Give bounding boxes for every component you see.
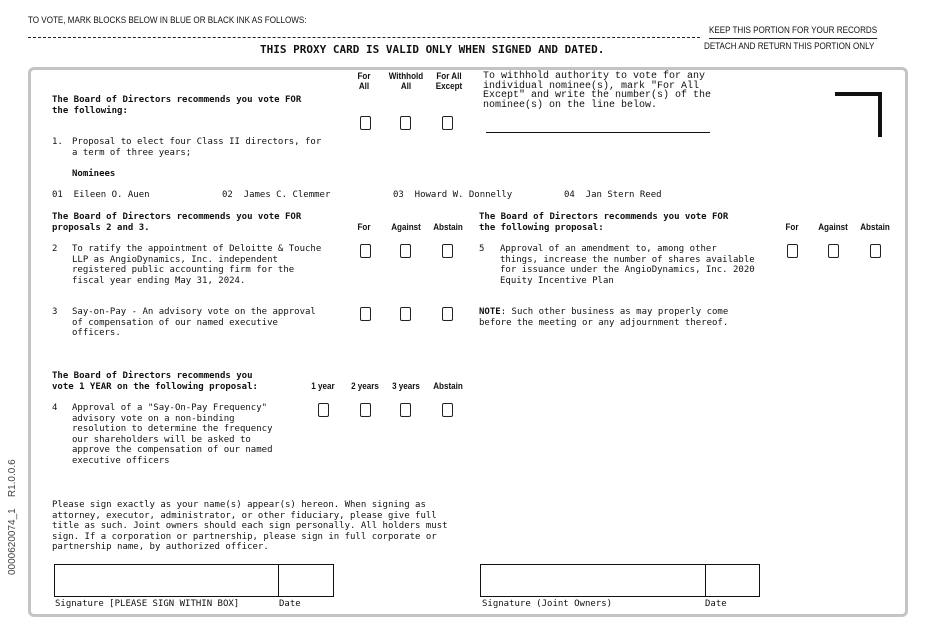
nominee-02: 02 James C. Clemmer xyxy=(222,190,331,200)
signing-instructions: Please sign exactly as your name(s) appear(s) hereon. When signing as attorney, executor, administrator, or other fiduciary, please give full title as such. Joint owners should each sign personally. All holders must sign. If a corporation or partnership, please sign in full corporate or partnership name, by authorized officer. xyxy=(52,500,448,552)
col-against: Against xyxy=(391,222,421,233)
checkbox-3-for[interactable] xyxy=(360,307,371,321)
col-abstain: Abstain xyxy=(433,222,463,233)
valid-notice: THIS PROXY CARD IS VALID ONLY WHEN SIGNED AND DATED. xyxy=(260,43,605,56)
joint-signature-box[interactable] xyxy=(480,564,760,597)
section5-recommendation: The Board of Directors recommends you vote FOR the following proposal: xyxy=(479,212,729,233)
col-1-year: 1 year xyxy=(311,381,335,392)
item-2-text: To ratify the appointment of Deloitte & Touche LLP as AngioDynamics, Inc. independent registered public accounting firm for the fiscal year ending May 31, 2024. xyxy=(72,244,322,286)
item-5-text: Approval of an amendment to, among other things, increase the number of shares available for issuance under the AngioDynamics, Inc. 2020 Equity Incentive Plan xyxy=(500,244,755,286)
item-5-number: 5 xyxy=(479,244,485,254)
checkbox-3-abstain[interactable] xyxy=(442,307,453,321)
checkbox-5-for[interactable] xyxy=(787,244,798,258)
col-for-all: For All xyxy=(357,71,371,92)
col-abstain: Abstain xyxy=(433,381,463,392)
signature-box[interactable] xyxy=(54,564,334,597)
checkbox-1-for-all[interactable] xyxy=(360,116,371,130)
section4-recommendation: The Board of Directors recommends you vote 1 YEAR on the following proposal: xyxy=(52,371,258,392)
item-1-text: Proposal to elect four Class II directors, for a term of three years; xyxy=(72,137,322,158)
col-against: Against xyxy=(818,222,848,233)
date-divider xyxy=(278,565,279,596)
joint-signature-label: Signature (Joint Owners) xyxy=(482,599,613,609)
date-label: Date xyxy=(279,599,301,609)
item-4-number: 4 xyxy=(52,403,58,413)
checkbox-4-2-years[interactable] xyxy=(360,403,371,417)
checkbox-2-abstain[interactable] xyxy=(442,244,453,258)
detach-line xyxy=(28,37,700,38)
col-for: For xyxy=(357,222,371,233)
col-for: For xyxy=(785,222,799,233)
checkbox-1-for-all-except[interactable] xyxy=(442,116,453,130)
note xyxy=(479,307,728,328)
note-label: NOTE xyxy=(479,307,501,317)
item-3-text: Say-on-Pay - An advisory vote on the approval of compensation of our named executive officers. xyxy=(72,307,316,338)
nominee-number-line[interactable] xyxy=(486,132,710,133)
form-code: 0000620074_1 R1.0.0.6 xyxy=(7,459,18,575)
col-withhold-all: Withhold All xyxy=(388,71,424,92)
section2-recommendation: The Board of Directors recommends you vote FOR proposals 2 and 3. xyxy=(52,212,302,233)
joint-date-label: Date xyxy=(705,599,727,609)
checkbox-4-1-year[interactable] xyxy=(318,403,329,417)
checkbox-4-3-years[interactable] xyxy=(400,403,411,417)
withhold-instruction: To withhold authority to vote for any individual nominee(s), mark "For All Except" and write the number(s) of the nominee(s) on the line below. xyxy=(483,71,712,111)
checkbox-5-against[interactable] xyxy=(828,244,839,258)
checkbox-2-for[interactable] xyxy=(360,244,371,258)
checkbox-4-abstain[interactable] xyxy=(442,403,453,417)
col-abstain: Abstain xyxy=(860,222,890,233)
checkbox-3-against[interactable] xyxy=(400,307,411,321)
item-3-number: 3 xyxy=(52,307,58,317)
item-4-text: Approval of a "Say-On-Pay Frequency" advisory vote on a non-binding resolution to determine the frequency our shareholders will be asked to approve the compensation of our named executive officers xyxy=(72,403,273,466)
col-2-years: 2 years xyxy=(351,381,379,392)
corner-mark-icon xyxy=(835,92,882,96)
item-2-number: 2 xyxy=(52,244,58,254)
voting-instruction: TO VOTE, MARK BLOCKS BELOW IN BLUE OR BLACK INK AS FOLLOWS: xyxy=(28,15,307,26)
nominee-03: 03 Howard W. Donnelly xyxy=(393,190,513,200)
nominee-01: 01 Eileen O. Auen xyxy=(52,190,150,200)
nominees-label: Nominees xyxy=(72,169,116,179)
checkbox-1-withhold-all[interactable] xyxy=(400,116,411,130)
nominee-04: 04 Jan Stern Reed xyxy=(564,190,662,200)
checkbox-2-against[interactable] xyxy=(400,244,411,258)
date-divider xyxy=(705,565,706,596)
corner-mark-icon xyxy=(878,92,882,137)
checkbox-5-abstain[interactable] xyxy=(870,244,881,258)
keep-portion-label: KEEP THIS PORTION FOR YOUR RECORDS xyxy=(709,26,877,39)
section1-recommendation: The Board of Directors recommends you vote FOR the following: xyxy=(52,95,302,116)
col-for-all-except: For All Except xyxy=(435,71,463,92)
item-1-number: 1. xyxy=(52,137,63,147)
detach-portion-label: DETACH AND RETURN THIS PORTION ONLY xyxy=(704,41,875,52)
note-text: : Such other business as may properly come before the meeting or any adjournment thereof. xyxy=(479,307,729,328)
col-3-years: 3 years xyxy=(392,381,420,392)
signature-label: Signature [PLEASE SIGN WITHIN BOX] xyxy=(55,599,240,609)
